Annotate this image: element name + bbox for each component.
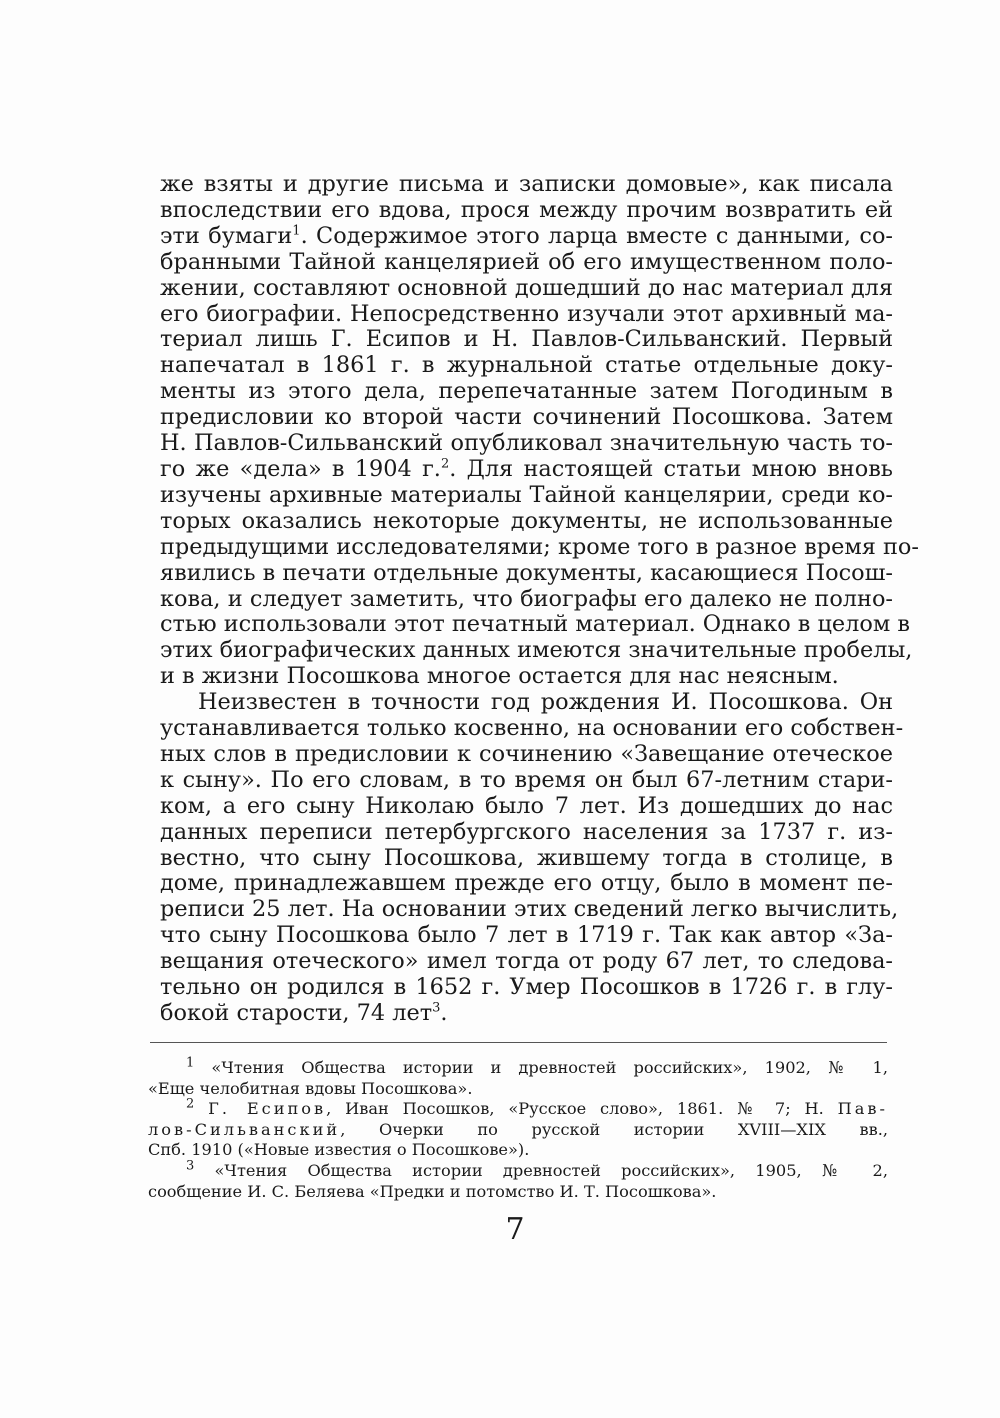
footnote-2 — [148, 1096, 888, 1161]
text-line: данных переписи петербургского населения за 1737 г. из- — [160, 818, 893, 845]
text-line: реписи 25 лет. На основании этих сведений легко вычислить, — [160, 896, 899, 923]
text-line: же взяты и другие письма и записки домовые», как писала — [160, 171, 893, 197]
text-segment: . — [440, 1000, 448, 1026]
text-line: торых оказались некоторые документы, не использованные — [160, 507, 893, 534]
text-segment: бокой старости, 74 лет — [160, 1000, 433, 1026]
footnote-line — [148, 1096, 888, 1120]
text-line: предисловии ко второй части сочинений Посошкова. Затем — [160, 404, 893, 431]
footnote-text: , Очерки по русской истории XVIII—XIX вв., — [340, 1119, 888, 1139]
footnote-text: , Иван Посошков, «Русское слово», 1861. № 7; Н. — [326, 1099, 824, 1119]
footnote-ref-1: 1 — [292, 223, 301, 239]
text-line: изучены архивные материалы Тайной канцелярии, среди ко- — [160, 481, 893, 508]
footnote-line — [148, 1120, 888, 1141]
text-line: менты из этого дела, перепечатанные затем Погодиным в — [160, 378, 893, 405]
text-line: предыдущими исследователями; кроме того в разное время по- — [160, 533, 919, 560]
footnote-3 — [148, 1158, 888, 1202]
text-line — [160, 457, 893, 483]
text-line: явились в печати отдельные документы, касающиеся Посош- — [160, 559, 893, 586]
text-line: териал лишь Г. Есипов и Н. Павлов-Сильванский. Первый — [160, 326, 893, 353]
footnotes — [148, 1055, 888, 1202]
text-line: доме, принадлежавшем прежде его отцу, было в момент пе- — [160, 870, 893, 897]
text-line — [160, 224, 893, 250]
footnote-1 — [148, 1055, 888, 1099]
text-line: что сыну Посошкова было 7 лет в 1719 г. Так как автор «За- — [160, 922, 893, 949]
text-line: устанавливается только косвенно, на основании его собствен- — [160, 715, 904, 742]
footnote-line — [148, 1055, 888, 1079]
text-line: Неизвестен в точности год рождения И. Посошкова. Он — [198, 689, 893, 716]
footnote-line: Спб. 1910 («Новые известия о Посошкове»). — [148, 1140, 530, 1160]
footnote-text: «Чтения Общества истории и древностей российских», 1902, № 1, — [211, 1058, 888, 1077]
text-line: и в жизни Посошкова многое остается для нас неясным. — [160, 663, 839, 690]
footnote-line — [148, 1158, 888, 1182]
text-segment: го же «дела» в 1904 г. — [160, 455, 441, 482]
page-number: 7 — [505, 1212, 525, 1247]
text-line: бранными Тайной канцелярией об его имущественном поло- — [160, 248, 893, 275]
text-line: вещания отеческого» имел тогда от роду 67 лет, то следова- — [160, 948, 893, 975]
footnote-line: «Еще челобитная вдовы Посошкова». — [148, 1078, 473, 1098]
footnote-author: Г. Есипов — [208, 1099, 327, 1119]
paragraph-2 — [160, 689, 904, 1027]
footnote-author: Пав- — [837, 1099, 888, 1119]
footnote-ref-2: 2 — [440, 456, 450, 472]
footnote-text: «Чтения Общества истории древностей российских», 1905, № 2, — [214, 1160, 888, 1180]
text-line: впоследствии его вдова, прося между прочим возвратить ей — [160, 196, 893, 223]
text-line: этих биографических данных имеются значительные пробелы, — [160, 637, 913, 664]
text-line: вестно, что сыну Посошкова, жившему тогда в столице, в — [160, 844, 893, 871]
footnote-marker: 2 — [186, 1096, 195, 1112]
paragraph-1 — [160, 171, 919, 690]
text-line: ком, а его сыну Николаю было 7 лет. Из дошедших до нас — [160, 792, 893, 819]
footnote-ref-3: 3 — [432, 1000, 441, 1016]
text-line: тельно он родился в 1652 г. Умер Посошков в 1726 г. в глу- — [160, 974, 893, 1001]
text-line: напечатал в 1861 г. в журнальной статье отдельные доку- — [160, 352, 893, 379]
main-text — [160, 171, 919, 1027]
text-line: кова, и следует заметить, что биографы его далеко не полно- — [160, 585, 893, 612]
text-line: его биографии. Непосредственно изучали этот архивный ма- — [160, 300, 893, 327]
text-line — [160, 1001, 893, 1027]
footnote-marker: 3 — [186, 1158, 195, 1174]
text-segment: эти бумаги — [160, 222, 293, 249]
text-line: стью использовали этот печатный материал. Однако в целом в — [160, 611, 911, 638]
text-segment: . Для настоящей статьи мною вновь — [449, 455, 894, 482]
footnote-author: лов-Сильванский — [148, 1119, 341, 1139]
text-line: Н. Павлов-Сильванский опубликовал значительную часть то- — [160, 430, 893, 457]
footnote-line: сообщение И. С. Беляева «Предки и потомство И. Т. Посошкова». — [148, 1181, 717, 1201]
text-line: к сыну». По его словам, в то время он был 67-летним стари- — [160, 766, 893, 793]
text-segment: . Содержимое этого ларца вместе с данными, со- — [300, 222, 893, 249]
footnote-marker: 1 — [186, 1055, 195, 1071]
text-line: жении, составляют основной дошедший до нас материал для — [160, 274, 893, 301]
footnote-divider — [150, 1042, 887, 1043]
text-line: ных слов в предисловии к сочинению «Завещание отеческое — [160, 740, 893, 767]
